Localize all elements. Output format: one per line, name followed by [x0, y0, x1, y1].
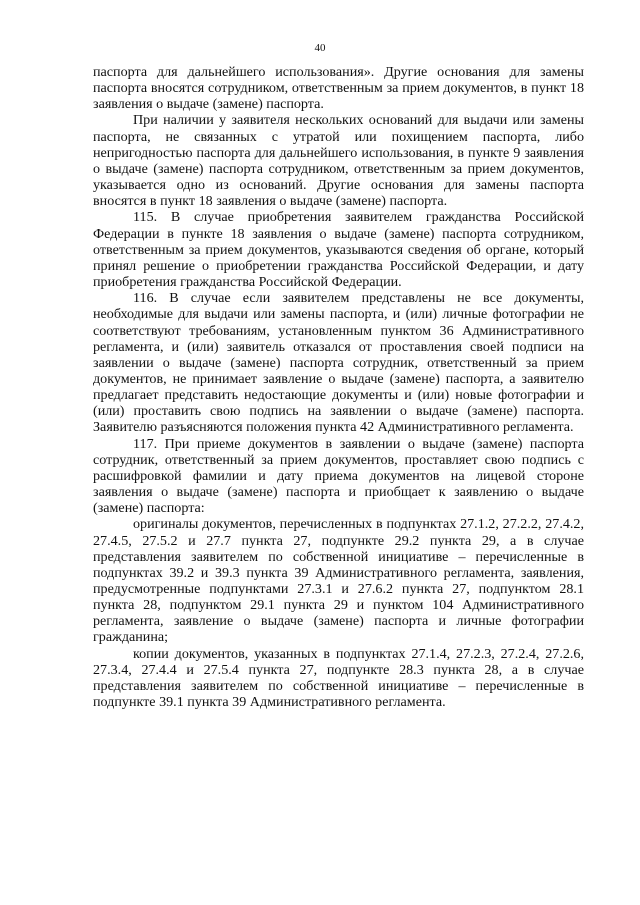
- paragraph-115: 115. В случае приобретения заявителем гражданства Российской Федерации в пункте 18 заявления о выдаче (замене) паспорта сотрудником, ответственным за прием документов, указываются сведения об органе, который принял решение о приобретении гражданства Российской Федерации, и дату приобретения гражданства Российской Федерации.: [93, 209, 584, 291]
- document-body: [93, 64, 584, 710]
- paragraph-multiple-grounds: При наличии у заявителя нескольких оснований для выдачи или замены паспорта, не связанных с утратой или похищением паспорта, либо непригодностью паспорта для дальнейшего использования, в пункте 9 заявления о выдаче (замене) паспорта сотрудником, ответственным за прием документов, указывается одно из оснований. Другие основания для замены паспорта вносятся в пункт 18 заявления о выдаче (замене) паспорта.: [93, 112, 584, 210]
- paragraph-originals: оригиналы документов, перечисленных в подпунктах 27.1.2, 27.2.2, 27.4.2, 27.4.5, 27.5.2 и 27.7 пункта 27, подпункте 29.2 пункта 29, а в случае представления заявителем по собственной инициативе – перечисленные в подпунктах 39.2 и 39.3 пункта 39 Административного регламента, заявления, предусмотренные подпунктами 27.3.1 и 27.6.2 пункта 27, подпунктом 28.1 пункта 28, подпунктом 29.1 пункта 29 и пунктом 104 Административного регламента, заявление о выдаче (замене) паспорта и личные фотографии гражданина;: [93, 516, 584, 646]
- paragraph-117: 117. При приеме документов в заявлении о выдаче (замене) паспорта сотрудник, ответственный за прием документов, проставляет свою подпись с расшифровкой фамилии и дату приема документов на лицевой стороне заявления о выдаче (замене) паспорта и приобщает к заявлению о выдаче (замене) паспорта:: [93, 435, 584, 517]
- paragraph-116: 116. В случае если заявителем представлены не все документы, необходимые для выдачи или замены паспорта, и (или) личные фотографии не соответствуют требованиям, установленным пунктом 36 Административного регламента, и (или) заявитель отказался от проставления своей подписи на заявлении о выдаче (замене) паспорта сотрудник, ответственный за прием документов, не принимает заявление о выдаче (замене) паспорта, а заявителю предлагает представить недостающие документы и (или) новые фотографии и (или) проставить свою подпись на заявлении о выдаче (замене) паспорта. Заявителю разъясняются положения пункта 42 Административного регламента.: [93, 290, 584, 436]
- page-number: 40: [314, 42, 326, 54]
- paragraph-continuation: паспорта для дальнейшего использования». Другие основания для замены паспорта вносятся сотрудником, ответственным за прием документов, в пункт 18 заявления о выдаче (замене) паспорта.: [93, 64, 584, 113]
- paragraph-copies: копии документов, указанных в подпунктах 27.1.4, 27.2.3, 27.2.4, 27.2.6, 27.3.4, 27.4.4 и 27.5.4 пункта 27, подпункте 28.3 пункта 28, а в случае представления заявителем по собственной инициативе – перечисленные в подпункте 39.1 пункта 39 Административного регламента.: [93, 645, 584, 711]
